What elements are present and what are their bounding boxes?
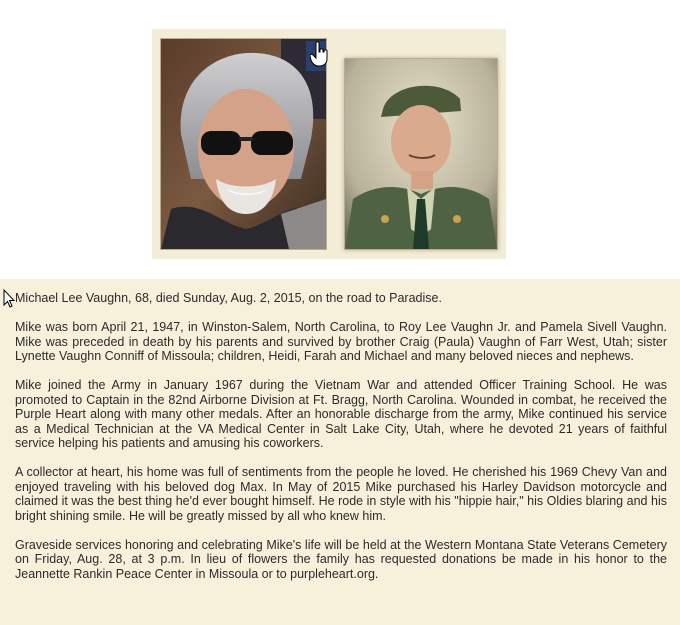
- obituary-paragraph-service: Mike joined the Army in January 1967 during the Vietnam War and attended Officer Training School. He was promoted to Captain in the 82nd Airborne Division at Ft. Bragg, North Carolina. Wounded in combat, he received the Purple Heart along with many other medals. After an honorable discharge from the army, Mike continued his service as a Medical Technician at the VA Medical Center in Salt Lake City, Utah, where he devoted 21 years of faithful service helping his patients and amusing his coworkers.: [15, 378, 667, 450]
- obituary-paragraph-graveside: Graveside services honoring and celebrating Mike's life will be held at the Western Montana State Veterans Cemetery on Friday, Aug. 28, at 3 p.m. In lieu of flowers the family has requested donations be made in his honor to the Jeannette Rankin Peace Center in Missoula or to purpleheart.org.: [15, 537, 667, 581]
- obituary-paragraph-intro: Michael Lee Vaughn, 68, died Sunday, Aug. 2, 2015, on the road to Paradise.: [15, 291, 442, 305]
- obituary-paragraph-life: A collector at heart, his home was full of sentiments from the people he loved. He cherished his 1969 Chevy Van and enjoyed traveling with his beloved dog Max. In May of 2015 Mike purchased his Harley Davidson motorcycle and claimed it was the best thing he'd ever bought himself. He rode in style with his "hippie hair," his Oldies blaring and his bright shining smile. He will be greatly missed by all who knew him.: [15, 465, 667, 523]
- photo-panel: [152, 29, 506, 259]
- portrait-photo-sunglasses: [160, 38, 327, 250]
- arrow-pointer-icon: [3, 289, 15, 308]
- obituary-paragraph-family: Mike was born April 21, 1947, in Winston-Salem, North Carolina, to Roy Lee Vaughn Jr. and Pamela Sivell Vaughn. Mike was preceded in death by his parents and survived by brother Craig (Paula) Vaughn of Farr West, Utah; sister Lynette Vaughn Conniff of Missoula; children, Heidi, Farah and Michael and many beloved nieces and nephews.: [15, 320, 667, 363]
- obituary-text: [15, 291, 667, 596]
- hand-pointer-icon: [310, 41, 330, 67]
- obituary-panel: [0, 279, 680, 625]
- army-uniform-photo: [344, 58, 498, 250]
